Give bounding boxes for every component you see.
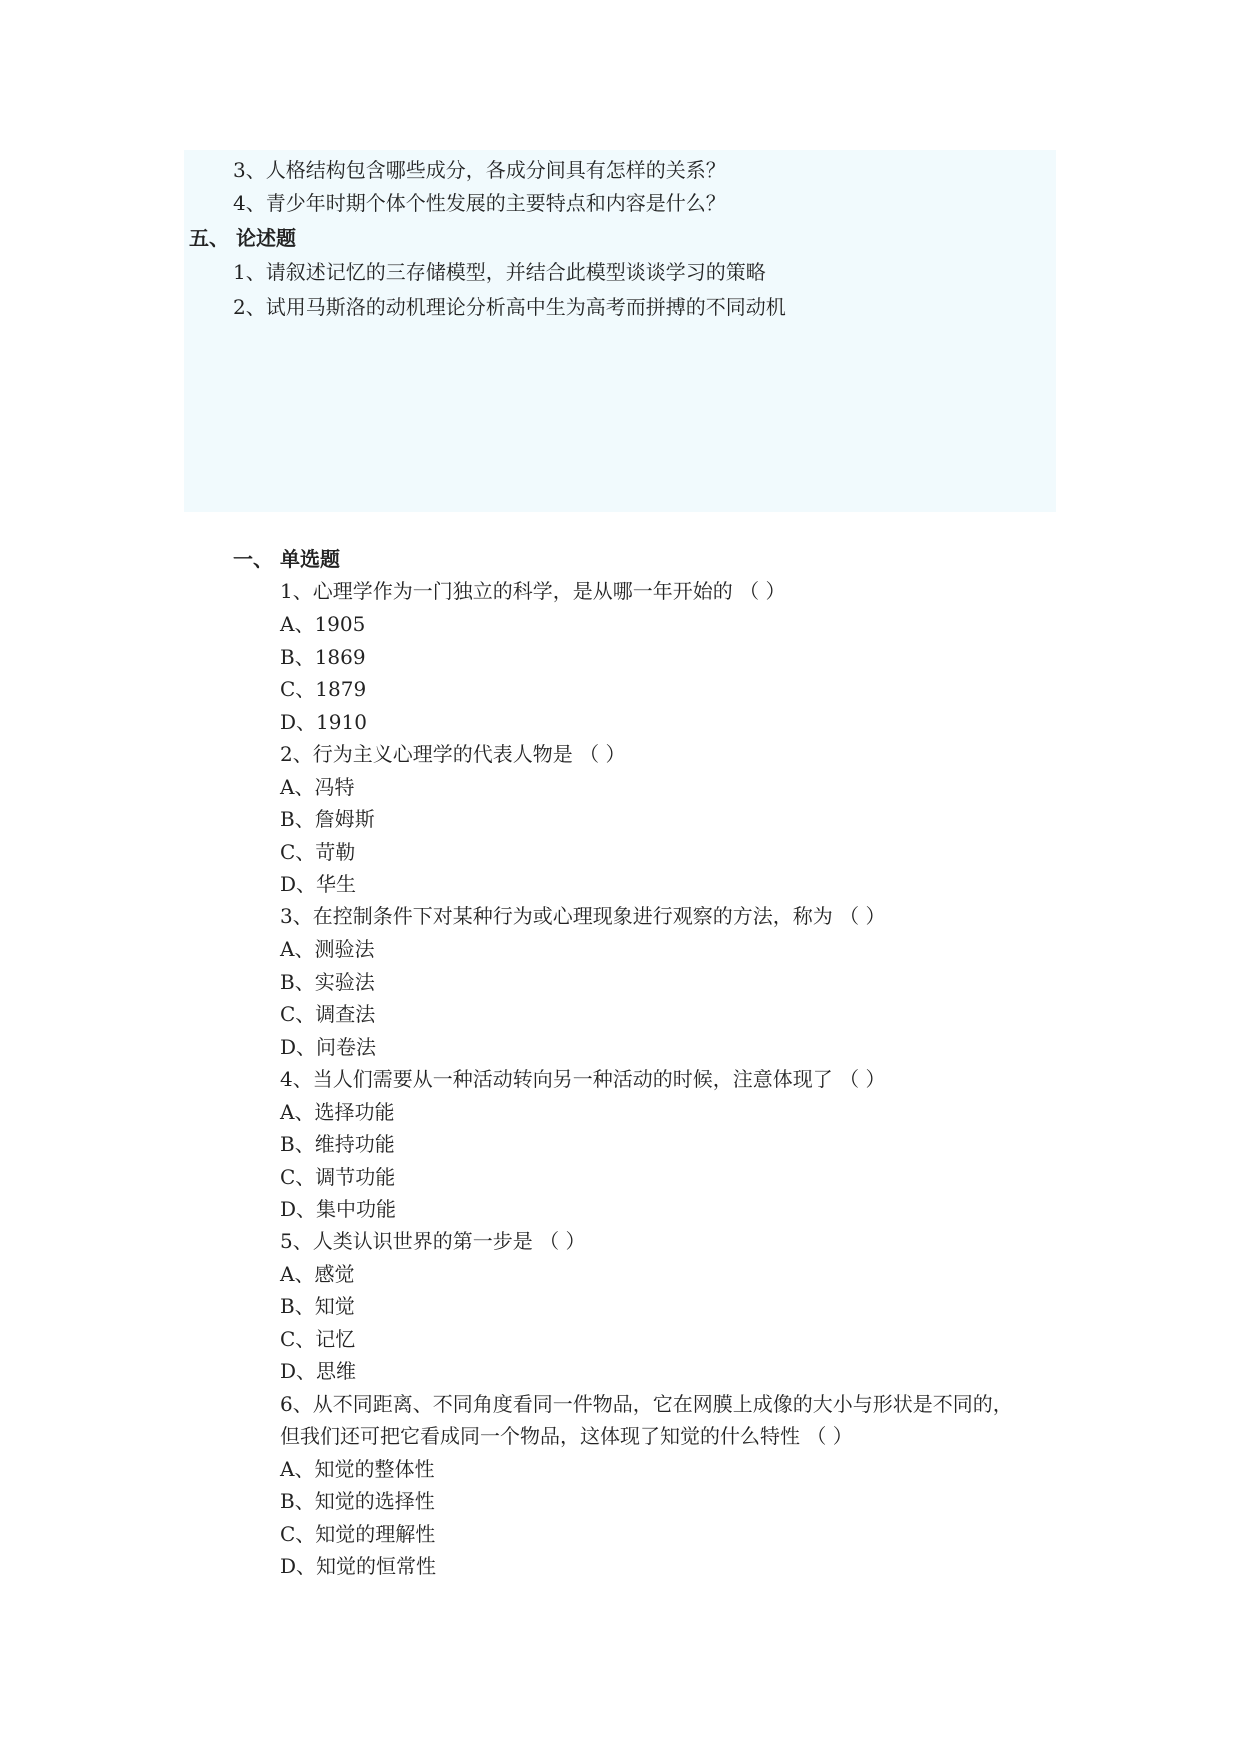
- question-1-option-b: B、1869: [280, 645, 366, 669]
- question-3-stem: 3、在控制条件下对某种行为或心理现象进行观察的方法，称为 （ ）: [280, 904, 886, 928]
- question-6-option-c: C、知觉的理解性: [280, 1522, 436, 1546]
- question-1-option-c: C、1879: [280, 677, 367, 701]
- question-2-option-a: A、冯特: [280, 775, 355, 799]
- question-4-option-b: B、维持功能: [280, 1132, 395, 1156]
- essay-section-heading: 五、 论述题: [189, 226, 296, 250]
- question-2-stem: 2、行为主义心理学的代表人物是 （ ）: [280, 742, 626, 766]
- question-2-option-d: D、华生: [280, 872, 357, 896]
- question-1-stem: 1、心理学作为一门独立的科学，是从哪一年开始的 （ ）: [280, 579, 786, 603]
- question-1-option-d: D、1910: [280, 710, 367, 734]
- question-6-option-b: B、知觉的选择性: [280, 1489, 435, 1513]
- essay-q2: 2、试用马斯洛的动机理论分析高中生为高考而拼搏的不同动机: [233, 295, 786, 319]
- question-3-option-d: D、问卷法: [280, 1035, 377, 1059]
- short-answer-q3: 3、人格结构包含哪些成分，各成分间具有怎样的关系？: [233, 158, 726, 182]
- question-6-stem-line-1: 6、从不同距离、不同角度看同一件物品，它在网膜上成像的大小与形状是不同的，: [280, 1392, 1013, 1416]
- question-3-option-b: B、实验法: [280, 970, 375, 994]
- short-answer-q4: 4、青少年时期个体个性发展的主要特点和内容是什么？: [233, 191, 726, 215]
- question-5-option-d: D、思维: [280, 1359, 357, 1383]
- question-6-stem-line-2: 但我们还可把它看成同一个物品，这体现了知觉的什么特性 （ ）: [280, 1424, 853, 1448]
- question-6-option-a: A、知觉的整体性: [280, 1457, 435, 1481]
- question-4-option-c: C、调节功能: [280, 1165, 396, 1189]
- question-2-option-b: B、詹姆斯: [280, 807, 375, 831]
- question-5-option-a: A、感觉: [280, 1262, 355, 1286]
- question-5-option-c: C、记忆: [280, 1327, 356, 1351]
- question-6-option-d: D、知觉的恒常性: [280, 1554, 437, 1578]
- question-4-option-a: A、选择功能: [280, 1100, 395, 1124]
- question-1-option-a: A、1905: [280, 612, 366, 636]
- question-4-option-d: D、集中功能: [280, 1197, 397, 1221]
- question-4-stem: 4、当人们需要从一种活动转向另一种活动的时候，注意体现了 （ ）: [280, 1067, 886, 1091]
- question-3-option-c: C、调查法: [280, 1002, 376, 1026]
- single-choice-heading: 一、 单选题: [233, 547, 340, 571]
- essay-q1: 1、请叙述记忆的三存储模型，并结合此模型谈谈学习的策略: [233, 260, 766, 284]
- question-2-option-c: C、苛勒: [280, 840, 356, 864]
- question-3-option-a: A、测验法: [280, 937, 375, 961]
- question-5-stem: 5、人类认识世界的第一步是 （ ）: [280, 1229, 586, 1253]
- question-5-option-b: B、知觉: [280, 1294, 355, 1318]
